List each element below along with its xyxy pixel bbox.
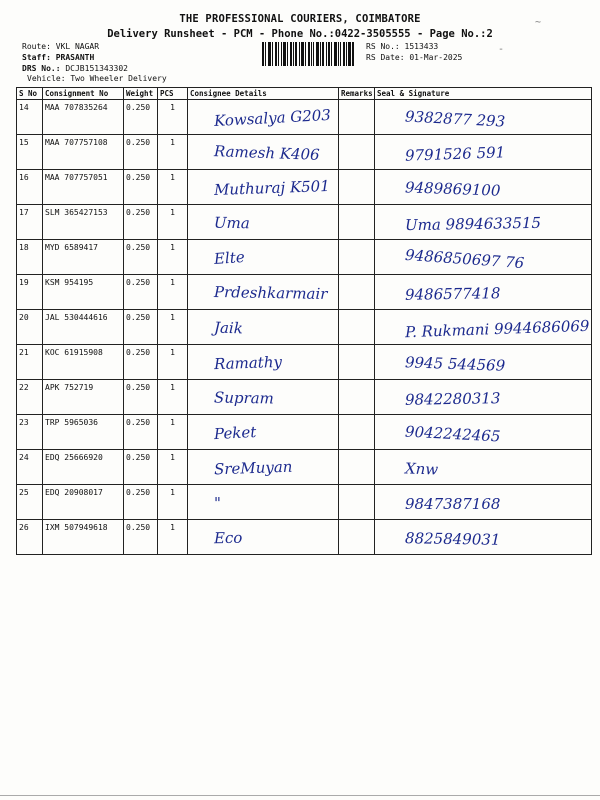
signature-handwriting: Uma 9894633515: [404, 213, 542, 235]
consignee-cell: [188, 205, 339, 240]
route-label: Route: VKL NAGAR: [22, 42, 100, 51]
pcs-cell: 1: [158, 275, 188, 310]
column-header: Consignee Details: [188, 88, 339, 100]
weight-cell: 0.250: [124, 415, 158, 450]
signature-cell: [375, 415, 592, 450]
consignment-cell: APK 752719: [43, 380, 124, 415]
remarks-cell: [339, 170, 375, 205]
corner-mark: ~: [535, 17, 542, 28]
column-header: PCS: [158, 88, 188, 100]
consignee-handwriting: SreMuyan: [213, 457, 293, 479]
serial-cell: 14: [17, 100, 43, 135]
consignment-cell: EDQ 25666920: [43, 450, 124, 485]
table-row: [17, 415, 592, 450]
serial-cell: 25: [17, 485, 43, 520]
consignee-handwriting: Eco: [213, 528, 243, 548]
serial-cell: 16: [17, 170, 43, 205]
rs-date: RS Date: 01-Mar-2025: [366, 53, 463, 62]
consignee-cell: [188, 275, 339, 310]
consignment-cell: IXM 507949618: [43, 520, 124, 555]
table-row: [17, 275, 592, 310]
pcs-cell: 1: [158, 345, 188, 380]
consignee-handwriting: Kowsalya G203: [213, 105, 332, 131]
consignment-cell: KOC 61915908: [43, 345, 124, 380]
remarks-cell: [339, 205, 375, 240]
pcs-cell: 1: [158, 240, 188, 275]
pcs-cell: 1: [158, 450, 188, 485]
weight-cell: 0.250: [124, 380, 158, 415]
pcs-cell: 1: [158, 310, 188, 345]
signature-cell: [375, 205, 592, 240]
signature-handwriting: 9791526 591: [404, 143, 506, 165]
column-header: Consignment No: [43, 88, 124, 100]
weight-cell: 0.250: [124, 345, 158, 380]
signature-handwriting: 9489869100: [404, 178, 501, 200]
consignee-cell: [188, 415, 339, 450]
remarks-cell: [339, 485, 375, 520]
weight-cell: 0.250: [124, 310, 158, 345]
serial-cell: 24: [17, 450, 43, 485]
signature-handwriting: 9847387168: [405, 495, 501, 513]
remarks-cell: [339, 415, 375, 450]
staff-line: [22, 53, 94, 63]
signature-handwriting: 9486850697 76: [404, 245, 525, 273]
remarks-cell: [339, 345, 375, 380]
weight-cell: 0.250: [124, 205, 158, 240]
barcode-image: [262, 42, 354, 66]
signature-handwriting: 8825849031: [404, 529, 501, 549]
serial-cell: 18: [17, 240, 43, 275]
runsheet-table: [16, 87, 592, 555]
consignment-cell: SLM 365427153: [43, 205, 124, 240]
serial-cell: 22: [17, 380, 43, 415]
consignee-cell: [188, 450, 339, 485]
table-row: [17, 450, 592, 485]
serial-cell: 23: [17, 415, 43, 450]
corner-mark: -: [498, 44, 505, 55]
weight-cell: 0.250: [124, 520, 158, 555]
table-row: [17, 205, 592, 240]
consignee-cell: [188, 345, 339, 380]
consignee-handwriting: Ramathy: [213, 352, 283, 374]
serial-cell: 20: [17, 310, 43, 345]
pcs-cell: 1: [158, 520, 188, 555]
consignment-cell: EDQ 20908017: [43, 485, 124, 520]
page-title: THE PROFESSIONAL COURIERS, COIMBATORE: [179, 13, 421, 25]
weight-cell: 0.250: [124, 275, 158, 310]
weight-cell: 0.250: [124, 170, 158, 205]
consignee-cell: [188, 520, 339, 555]
remarks-cell: [339, 310, 375, 345]
signature-handwriting: Xnw: [404, 459, 439, 479]
signature-cell: [375, 170, 592, 205]
signature-cell: [375, 520, 592, 555]
page-subtitle: Delivery Runsheet - PCM - Phone No.:0422-3505555 - Page No.:2: [107, 28, 493, 40]
table-row: [17, 520, 592, 555]
remarks-cell: [339, 450, 375, 485]
serial-cell: 26: [17, 520, 43, 555]
signature-cell: [375, 240, 592, 275]
staff-label: Staff:: [22, 53, 51, 62]
pcs-cell: 1: [158, 380, 188, 415]
consignee-handwriting: ": [214, 494, 221, 512]
table-row: [17, 310, 592, 345]
pcs-cell: 1: [158, 170, 188, 205]
table-row: [17, 135, 592, 170]
consignee-cell: [188, 485, 339, 520]
drs-label: DRS No.:: [22, 64, 61, 73]
table-row: [17, 100, 592, 135]
table-row: [17, 240, 592, 275]
signature-cell: [375, 100, 592, 135]
signature-cell: [375, 345, 592, 380]
remarks-cell: [339, 275, 375, 310]
consignee-handwriting: Muthuraj K501: [213, 176, 331, 200]
consignee-handwriting: Prdeshkarmair: [213, 283, 328, 303]
remarks-cell: [339, 380, 375, 415]
serial-cell: 17: [17, 205, 43, 240]
remarks-cell: [339, 240, 375, 275]
consignee-handwriting: Peket: [213, 422, 257, 444]
consignee-cell: [188, 380, 339, 415]
consignee-cell: [188, 170, 339, 205]
remarks-cell: [339, 135, 375, 170]
pcs-cell: 1: [158, 485, 188, 520]
consignee-handwriting: Jaik: [213, 318, 244, 338]
consignee-cell: [188, 135, 339, 170]
serial-cell: 21: [17, 345, 43, 380]
consignee-cell: [188, 100, 339, 135]
table-row: [17, 345, 592, 380]
weight-cell: 0.250: [124, 100, 158, 135]
weight-cell: 0.250: [124, 135, 158, 170]
consignee-cell: [188, 310, 339, 345]
pcs-cell: 1: [158, 205, 188, 240]
consignment-cell: MAA 707757051: [43, 170, 124, 205]
signature-handwriting: 9382877 293: [404, 107, 506, 131]
signature-cell: [375, 275, 592, 310]
column-header: Seal & Signature: [375, 88, 592, 100]
consignment-cell: MAA 707757108: [43, 135, 124, 170]
drs-line: [22, 64, 128, 74]
signature-cell: [375, 485, 592, 520]
weight-cell: 0.250: [124, 240, 158, 275]
consignee-handwriting: Ramesh K406: [213, 142, 320, 164]
page-bottom-edge: [0, 795, 600, 796]
consignment-cell: MYD 6589417: [43, 240, 124, 275]
consignee-cell: [188, 240, 339, 275]
serial-cell: 19: [17, 275, 43, 310]
weight-cell: 0.250: [124, 485, 158, 520]
pcs-cell: 1: [158, 100, 188, 135]
weight-cell: 0.250: [124, 450, 158, 485]
pcs-cell: 1: [158, 135, 188, 170]
staff-name: PRASANTH: [55, 53, 95, 62]
table-row: [17, 380, 592, 415]
column-header: Remarks: [339, 88, 375, 100]
serial-cell: 15: [17, 135, 43, 170]
signature-handwriting: 9042242465: [404, 422, 501, 446]
consignment-cell: MAA 707835264: [43, 100, 124, 135]
signature-cell: [375, 310, 592, 345]
consignee-handwriting: Supram: [213, 388, 275, 408]
pcs-cell: 1: [158, 415, 188, 450]
column-header: S No: [17, 88, 43, 100]
signature-handwriting: P. Rukmani 9944686069: [404, 316, 590, 342]
consignee-handwriting: Uma: [213, 213, 250, 233]
remarks-cell: [339, 100, 375, 135]
consignment-cell: KSM 954195: [43, 275, 124, 310]
consignment-cell: JAL 530444616: [43, 310, 124, 345]
signature-handwriting: 9486577418: [404, 284, 501, 304]
table-row: [17, 170, 592, 205]
consignee-handwriting: Elte: [213, 247, 246, 269]
drs-number: DCJB151343302: [65, 64, 128, 73]
signature-handwriting: 9945 544569: [404, 353, 506, 375]
signature-handwriting: 9842280313: [404, 389, 501, 409]
signature-cell: [375, 450, 592, 485]
vehicle-label: Vehicle: Two Wheeler Delivery: [27, 74, 167, 83]
table-header-row: [17, 88, 592, 100]
remarks-cell: [339, 520, 375, 555]
signature-cell: [375, 380, 592, 415]
consignment-cell: TRP 5965036: [43, 415, 124, 450]
table-row: [17, 485, 592, 520]
column-header: Weight: [124, 88, 158, 100]
signature-cell: [375, 135, 592, 170]
rs-number: RS No.: 1513433: [366, 42, 439, 51]
